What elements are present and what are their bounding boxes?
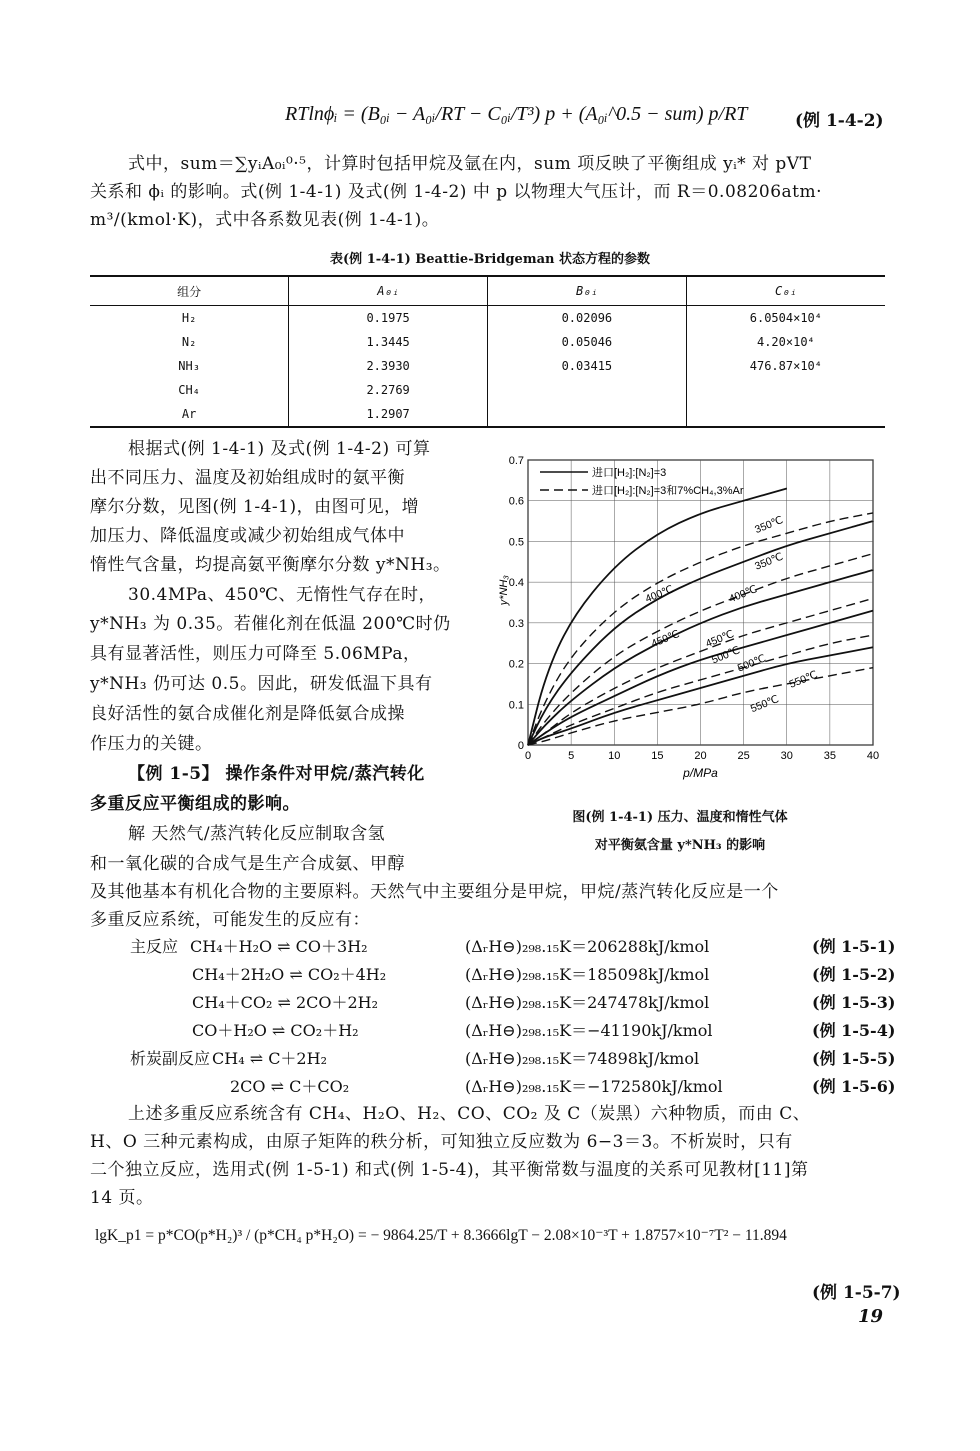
table-cell: 2.2769 bbox=[289, 378, 488, 402]
reaction-number: (例 1-5-1) bbox=[812, 937, 896, 956]
table-row bbox=[90, 354, 885, 378]
reaction-number: (例 1-5-2) bbox=[812, 965, 896, 984]
curve-label: 500℃ bbox=[735, 652, 768, 675]
paragraph-line: 出不同压力、温度及初始组成时的氨平衡 bbox=[90, 468, 405, 488]
legend-label: 进口[H₂]:[N₂]=3和7%CH₄,3%Ar bbox=[592, 485, 744, 497]
equation-1-4-2 bbox=[285, 103, 747, 126]
reaction-equation: 2CO ⇌ C＋CO₂ bbox=[230, 1077, 350, 1096]
reaction-enthalpy: (ΔᵣH⊖)₂₉₈.₁₅K＝185098kJ/kmol bbox=[465, 965, 710, 984]
table-cell: 1.2907 bbox=[289, 402, 488, 427]
example-heading: 【例 1-5】 操作条件对甲烷/蒸汽转化 bbox=[128, 764, 425, 784]
table-cell: 476.87×10⁴ bbox=[686, 354, 885, 378]
curve-label: 550℃ bbox=[787, 668, 820, 691]
axis-ticks bbox=[509, 455, 879, 762]
paragraph-line: 摩尔分数，见图(例 1-4-1)，由图可见，增 bbox=[90, 497, 420, 517]
table-cell: 0.03415 bbox=[488, 354, 687, 378]
curve-label: 400℃ bbox=[727, 583, 759, 606]
y-axis-label: y*NH₃ bbox=[498, 575, 510, 606]
paragraph-line: 上述多重反应系统含有 CH₄、H₂O、H₂、CO、CO₂ 及 C（炭黑）六种物质，而由 C、 bbox=[128, 1104, 811, 1124]
legend-label: 进口[H₂]:[N₂]=3 bbox=[592, 467, 667, 479]
table-cell bbox=[488, 378, 687, 402]
equation-number: (例 1-4-2) bbox=[795, 111, 884, 131]
paragraph-line: 具有显著活性，则压力可降至 5.06MPa， bbox=[90, 644, 421, 664]
reaction-number: (例 1-5-4) bbox=[812, 1021, 896, 1040]
table-cell: CH₄ bbox=[178, 383, 200, 397]
paragraph-line: y*NH₃ 仍可达 0.5。因此，研发低温下具有 bbox=[90, 674, 433, 694]
table-cell: H₂ bbox=[181, 311, 197, 325]
y-tick-label: 0.6 bbox=[508, 495, 524, 508]
x-axis-label: p/MPa bbox=[683, 766, 718, 780]
x-tick-label: 10 bbox=[608, 750, 621, 762]
reaction-enthalpy: (ΔᵣH⊖)₂₉₈.₁₅K＝74898kJ/kmol bbox=[465, 1049, 700, 1068]
paragraph-line: 加压力、降低温度或减少初始组成气体中 bbox=[90, 526, 405, 546]
table-cell: 0.05046 bbox=[488, 330, 687, 354]
paragraph-line: 解 天然气/蒸汽转化反应制取含氢 bbox=[128, 824, 386, 844]
reaction-number: (例 1-5-6) bbox=[812, 1077, 896, 1096]
table-header: B₀ᵢ bbox=[488, 276, 687, 306]
x-tick-label: 15 bbox=[651, 750, 664, 762]
paragraph-line: 30.4MPa、450℃、无惰性气存在时， bbox=[128, 585, 437, 605]
reaction-equation: CH₄＋CO₂ ⇌ 2CO＋2H₂ bbox=[192, 993, 379, 1012]
x-tick-label: 25 bbox=[737, 750, 750, 762]
reaction-equation: CH₄＋2H₂O ⇌ CO₂＋4H₂ bbox=[192, 965, 387, 984]
curve-label: 550℃ bbox=[748, 693, 781, 716]
curve-label: 350℃ bbox=[753, 513, 785, 537]
equation-1-5-7: lgK_p1 = p*CO(p*H₂)³ / (p*CH₄ p*H₂O) = − 9864.25/T + 8.3666lgT − 2.08×10⁻³T + 1.8757×10⁻⁷T² − 11.894 bbox=[95, 1227, 787, 1244]
paragraph-line: H、O 三种元素构成，由原子矩阵的秩分析，可知独立反应数为 6−3＝3。不析炭时，只有 bbox=[90, 1132, 793, 1152]
y-tick-label: 0 bbox=[517, 740, 524, 752]
grid-lines bbox=[528, 460, 873, 745]
reaction-number: (例 1-5-5) bbox=[812, 1049, 896, 1068]
paragraph-line: y*NH₃ 为 0.35。若催化剂在低温 200℃时仍 bbox=[90, 614, 451, 634]
paragraph-line: 式中，sum＝∑yᵢA₀ᵢ⁰·⁵，计算时包括甲烷及氩在内，sum 项反映了平衡组成 yᵢ* 对 pVT bbox=[128, 154, 812, 174]
reaction-prefix: 析炭副反应 bbox=[130, 1049, 211, 1068]
ammonia-equilibrium-chart bbox=[495, 445, 895, 790]
paragraph-line: 根据式(例 1-4-1) 及式(例 1-4-2) 可算 bbox=[128, 439, 431, 459]
table-row bbox=[90, 330, 885, 354]
curve-label: 450℃ bbox=[649, 627, 682, 651]
equation-number: (例 1-5-7) bbox=[812, 1283, 901, 1303]
curve-label: 350℃ bbox=[753, 550, 785, 573]
table-cell bbox=[488, 402, 687, 427]
paragraph-line: 惰性气含量，均提高氨平衡摩尔分数 y*NH₃。 bbox=[90, 555, 451, 575]
curve-label: 500℃ bbox=[710, 644, 742, 667]
y-tick-label: 0.2 bbox=[508, 658, 524, 671]
x-tick-label: 0 bbox=[524, 750, 532, 762]
reaction-enthalpy: (ΔᵣH⊖)₂₉₈.₁₅K＝−41190kJ/kmol bbox=[465, 1021, 713, 1040]
figure-caption: 图(例 1-4-1) 压力、温度和惰性气体 bbox=[572, 810, 788, 825]
y-tick-label: 0.3 bbox=[508, 617, 524, 630]
paragraph-line: m³/(kmol·K)，式中各系数见表(例 1-4-1)。 bbox=[90, 210, 440, 230]
x-tick-label: 35 bbox=[823, 750, 836, 762]
table-header-row bbox=[90, 276, 885, 306]
table-row bbox=[90, 378, 885, 402]
table-cell: 1.3445 bbox=[289, 330, 488, 354]
table-header: 组分 bbox=[90, 276, 289, 306]
paragraph-line: 良好活性的氨合成催化剂是降低氨合成操 bbox=[90, 704, 405, 724]
paragraph-line: 14 页。 bbox=[90, 1188, 154, 1208]
y-tick-label: 0.5 bbox=[508, 536, 524, 549]
y-tick-label: 0.7 bbox=[508, 455, 524, 467]
reaction-enthalpy: (ΔᵣH⊖)₂₉₈.₁₅K＝247478kJ/kmol bbox=[465, 993, 710, 1012]
table-cell bbox=[686, 402, 885, 427]
curve-label: 450℃ bbox=[704, 627, 736, 651]
reaction-equation: CH₄＋H₂O ⇌ CO＋3H₂ bbox=[190, 937, 368, 956]
paragraph-line: 关系和 ϕᵢ 的影响。式(例 1-4-1) 及式(例 1-4-2) 中 p 以物理大气压计，而 R＝0.08206atm· bbox=[90, 182, 823, 202]
figure-caption: 对平衡氨含量 y*NH₃ 的影响 bbox=[594, 838, 766, 853]
page-number: 19 bbox=[858, 1306, 884, 1327]
paragraph-line: 多重反应系统，可能发生的反应有： bbox=[90, 910, 370, 930]
table-cell: 4.20×10⁴ bbox=[686, 330, 885, 354]
reaction-equation: CO＋H₂O ⇌ CO₂＋H₂ bbox=[192, 1021, 359, 1040]
table-header: A₀ᵢ bbox=[289, 276, 488, 306]
curve-label: 400℃ bbox=[643, 583, 676, 606]
chart-legend bbox=[540, 465, 744, 497]
reaction-enthalpy: (ΔᵣH⊖)₂₉₈.₁₅K＝−172580kJ/kmol bbox=[465, 1077, 723, 1096]
reaction-equation: CH₄ ⇌ C＋2H₂ bbox=[212, 1049, 327, 1068]
paragraph-line: 和一氧化碳的合成气是生产合成氨、甲醇 bbox=[90, 854, 405, 874]
table-cell: N₂ bbox=[181, 335, 197, 349]
table-cell: Ar bbox=[90, 402, 289, 427]
example-heading: 多重反应平衡组成的影响。 bbox=[90, 794, 300, 814]
table-row bbox=[90, 306, 885, 331]
equation-rhs: (B₀ᵢ − A₀ᵢ/RT − C₀ᵢ/T³) p + (A₀ᵢ^0.5 − sum) p/RT bbox=[360, 103, 748, 125]
parameter-table bbox=[90, 275, 885, 428]
reaction-enthalpy: (ΔᵣH⊖)₂₉₈.₁₅K＝206288kJ/kmol bbox=[465, 937, 710, 956]
paragraph-line: 及其他基本有机化合物的主要原料。天然气中主要组分是甲烷，甲烷/蒸汽转化反应是一个 bbox=[90, 882, 779, 902]
table-header: C₀ᵢ bbox=[686, 276, 885, 306]
paragraph-line: 作压力的关键。 bbox=[90, 734, 213, 754]
table-title: 表(例 1-4-1) Beattie-Bridgeman 状态方程的参数 bbox=[330, 252, 650, 267]
x-tick-label: 20 bbox=[694, 750, 707, 762]
paragraph-line: 二个独立反应，选用式(例 1-5-1) 和式(例 1-5-4)，其平衡常数与温度的关系可见教材[11]第 bbox=[90, 1160, 809, 1180]
table-cell: 0.1975 bbox=[289, 306, 488, 331]
table-row bbox=[90, 402, 885, 427]
reaction-prefix: 主反应 bbox=[130, 937, 179, 956]
reaction-number: (例 1-5-3) bbox=[812, 993, 896, 1012]
table-cell: 0.02096 bbox=[488, 306, 687, 331]
y-tick-label: 0.1 bbox=[508, 699, 524, 712]
x-tick-label: 30 bbox=[780, 750, 793, 762]
table-cell: 6.0504×10⁴ bbox=[686, 306, 885, 331]
equation-lhs: RTlnϕᵢ = bbox=[285, 103, 356, 125]
x-tick-label: 40 bbox=[866, 750, 880, 762]
y-tick-label: 0.4 bbox=[508, 577, 524, 590]
table-cell bbox=[686, 378, 885, 402]
table-cell: 2.3930 bbox=[289, 354, 488, 378]
table-cell: NH₃ bbox=[178, 359, 200, 373]
x-tick-label: 5 bbox=[568, 750, 575, 762]
